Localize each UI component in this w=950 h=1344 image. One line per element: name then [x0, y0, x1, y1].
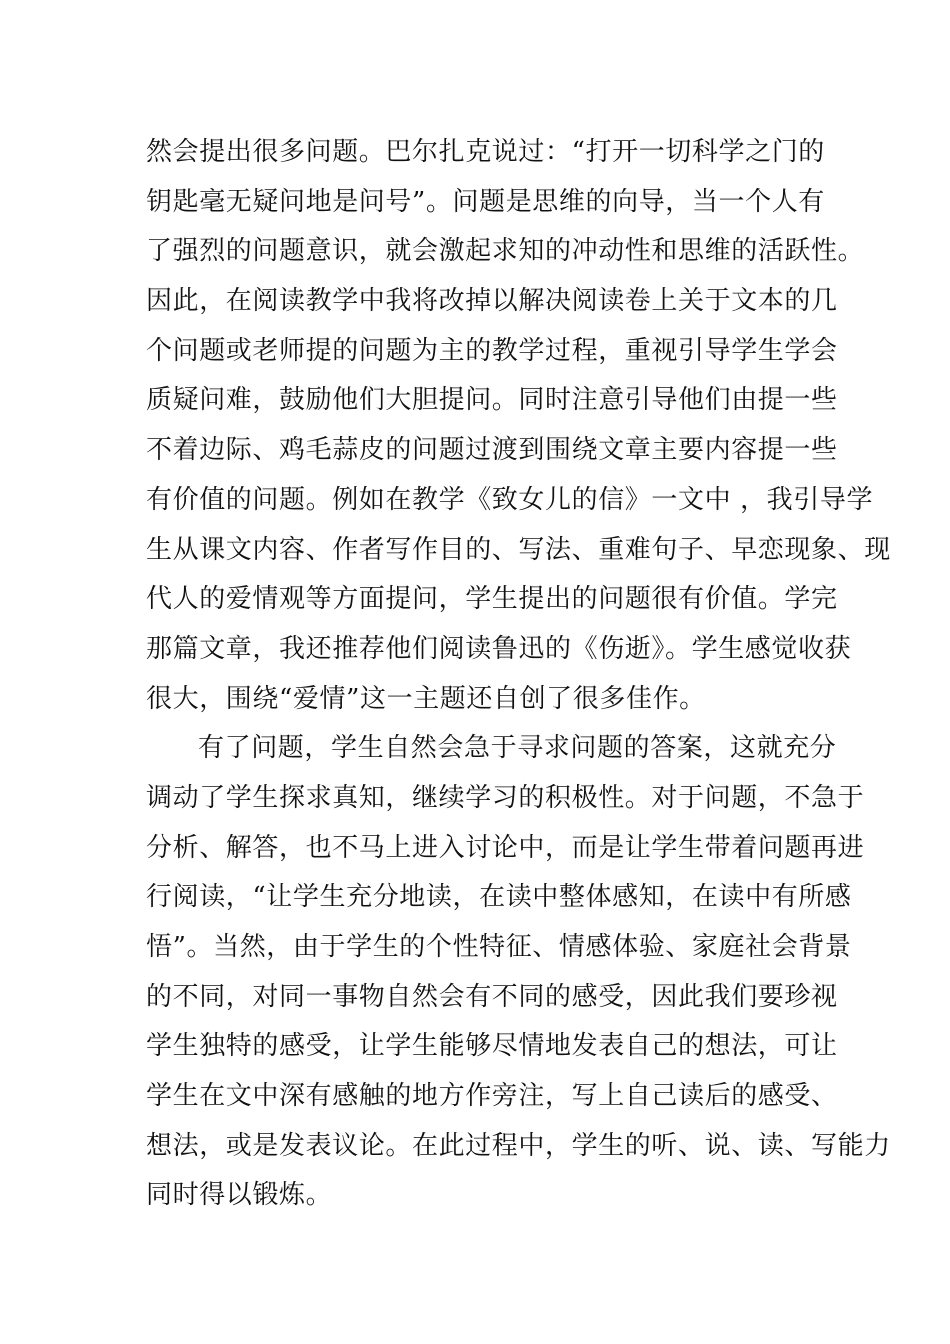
- text-line: 质疑问难，鼓励他们大胆提问。同时注意引导他们由提一些: [146, 385, 838, 416]
- text-line: 然会提出很多问题。巴尔扎克说过：“打开一切科学之门的: [146, 137, 825, 167]
- text-line: 学生独特的感受，让学生能够尽情地发表自己的想法，可让: [146, 1031, 838, 1062]
- text-line: 悟”。当然，由于学生的个性特征、情感体验、家庭社会背景: [146, 932, 852, 962]
- text-line: 有价值的问题。例如在教学《致女儿的信》一文中 ，我引导学: [146, 484, 874, 515]
- text-line: 钥匙毫无疑问地是问号”。问题是思维的向导，当一个人有: [146, 186, 825, 217]
- paragraph-start-line: 有了问题，学生自然会急于寻求问题的答案，这就充分: [198, 733, 837, 764]
- text-line: 不着边际、鸡毛蒜皮的问题过渡到围绕文章主要内容提一些: [146, 435, 838, 466]
- text-line: 很大，围绕“爱情”这一主题还自创了很多佳作。: [146, 683, 706, 714]
- text-line: 了强烈的问题意识，就会激起求知的冲动性和思维的活跃性。: [146, 236, 865, 267]
- text-line: 那篇文章，我还推荐他们阅读鲁迅的《伤逝》。学生感觉收获: [146, 633, 852, 664]
- text-line: 想法，或是发表议论。在此过程中，学生的听、说、读、写能力: [146, 1130, 891, 1161]
- text-line: 生从课文内容、作者写作目的、写法、重难句子、早恋现象、现: [146, 534, 891, 565]
- body-text: [146, 128, 891, 1221]
- text-line: 分析、解答，也不马上进入讨论中，而是让学生带着问题再进: [146, 832, 865, 863]
- text-line: 代人的爱情观等方面提问，学生提出的问题很有价值。学完: [146, 584, 838, 615]
- text-line: 的不同，对同一事物自然会有不同的感受，因此我们要珍视: [146, 981, 838, 1012]
- text-line: 个问题或老师提的问题为主的教学过程，重视引导学生学会: [146, 335, 838, 366]
- text-line: 行阅读，“让学生充分地读，在读中整体感知，在读中有所感: [146, 882, 852, 913]
- text-line: 同时得以锻炼。: [146, 1180, 333, 1211]
- text-line: 因此，在阅读教学中我将改掉以解决阅读卷上关于文本的几: [146, 286, 838, 317]
- text-line: 学生在文中深有感触的地方作旁注，写上自己读后的感受、: [146, 1081, 838, 1112]
- text-line: 调动了学生探求真知，继续学习的积极性。对于问题，不急于: [146, 782, 865, 813]
